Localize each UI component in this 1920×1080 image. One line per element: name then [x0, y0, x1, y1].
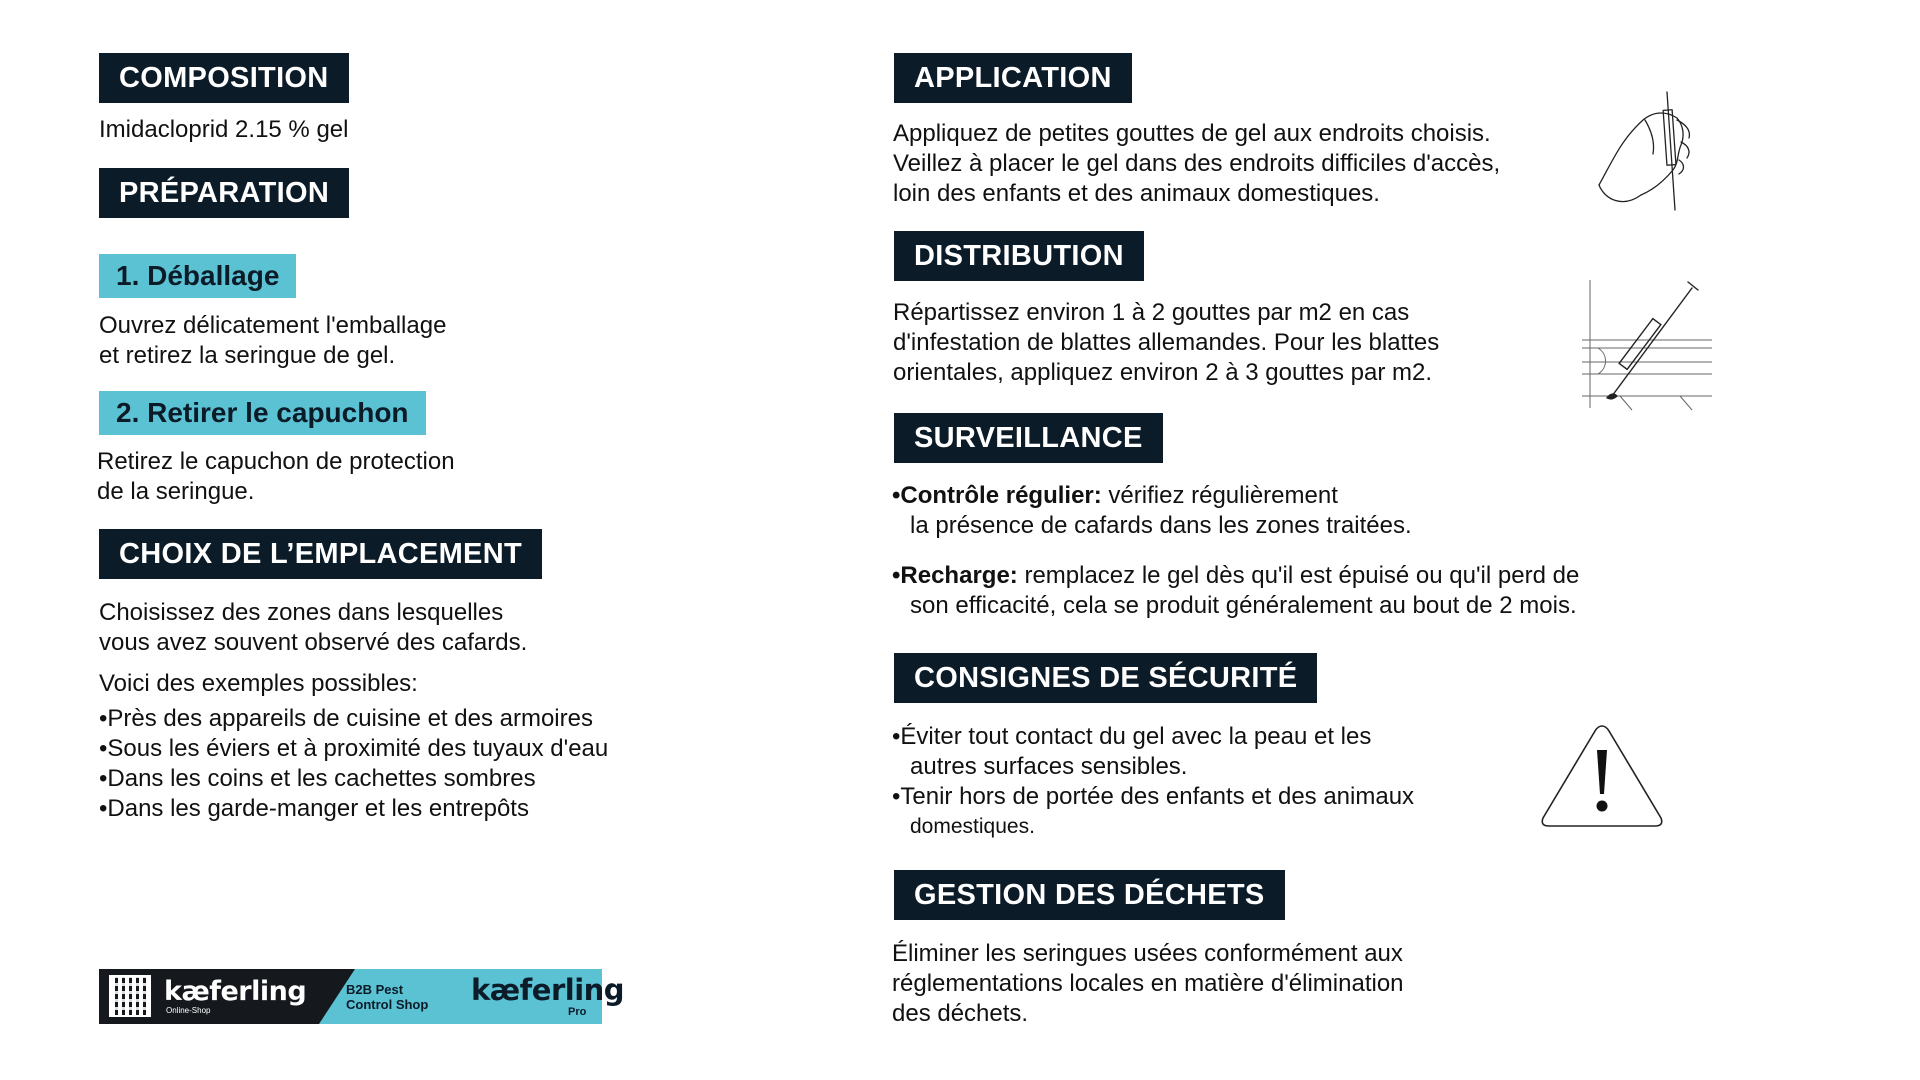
step1-heading: 1. Déballage: [99, 254, 296, 298]
location-line: vous avez souvent observé des cafards.: [99, 629, 528, 656]
step2-line: de la seringue.: [97, 478, 255, 505]
logo-online-shop-sub: Online-Shop: [166, 1006, 211, 1015]
control-line: [892, 481, 1412, 511]
logo-online-shop: kæferling: [164, 976, 307, 1007]
location-line: Choisissez des zones dans lesquelles: [99, 599, 504, 626]
safety-line: •Éviter tout contact du gel avec la peau et les: [892, 723, 1372, 750]
recharge-line: [892, 561, 1579, 591]
recharge-line2: son efficacité, cela se produit généralement au bout de 2 mois.: [910, 592, 1577, 619]
step2-heading: 2. Retirer le capuchon: [99, 391, 426, 435]
syringe-baseboard-icon: [1580, 278, 1715, 413]
example-item: •Près des appareils de cuisine et des armoires: [99, 705, 593, 732]
application-heading: APPLICATION: [894, 53, 1132, 103]
control-label: •Contrôle régulier:: [892, 482, 1102, 509]
composition-heading: COMPOSITION: [99, 53, 349, 103]
hand-syringe-icon: [1593, 90, 1703, 215]
waste-text: [892, 939, 1404, 1029]
qr-code-icon: [111, 977, 149, 1015]
application-line: Appliquez de petites gouttes de gel aux endroits choisis.: [893, 120, 1491, 147]
location-heading: CHOIX DE L’EMPLACEMENT: [99, 529, 542, 579]
recharge-text: [892, 561, 1579, 621]
waste-line: Éliminer les seringues usées conformément aux: [892, 940, 1403, 967]
brand-banner: [99, 969, 625, 1024]
waste-heading: GESTION DES DÉCHETS: [894, 870, 1285, 920]
step1-line: et retirez la seringue de gel.: [99, 342, 396, 369]
step2-text: [97, 447, 455, 507]
location-text: [99, 598, 527, 658]
example-item: •Sous les éviers et à proximité des tuyaux d'eau: [99, 735, 609, 762]
example-item: •Dans les garde-manger et les entrepôts: [99, 795, 529, 822]
distribution-heading: DISTRIBUTION: [894, 231, 1144, 281]
example-item: •Dans les coins et les cachettes sombres: [99, 765, 536, 792]
control-line2: la présence de cafards dans les zones traitées.: [910, 512, 1412, 539]
safety-line: domestiques.: [910, 815, 1035, 838]
b2b-line: B2B Pest: [346, 982, 404, 997]
step1-text: [99, 311, 446, 371]
safety-line: autres surfaces sensibles.: [910, 753, 1188, 780]
application-text: [893, 119, 1500, 209]
b2b-line: Control Shop: [346, 997, 429, 1012]
preparation-heading: PRÉPARATION: [99, 168, 349, 218]
b2b-label: [346, 982, 428, 1012]
distribution-line: orientales, appliquez environ 2 à 3 gouttes par m2.: [893, 359, 1433, 386]
surveillance-heading: SURVEILLANCE: [894, 413, 1163, 463]
examples-list: [99, 704, 608, 824]
waste-line: réglementations locales en matière d'élimination: [892, 970, 1404, 997]
distribution-line: d'infestation de blattes allemandes. Pour les blattes: [893, 329, 1440, 356]
application-line: loin des enfants et des animaux domestiques.: [893, 180, 1380, 207]
safety-line: •Tenir hors de portée des enfants et des animaux: [892, 783, 1415, 810]
control-rest: vérifiez régulièrement: [1101, 482, 1338, 509]
control-text: [892, 481, 1412, 541]
distribution-line: Répartissez environ 1 à 2 gouttes par m2 en cas: [893, 299, 1410, 326]
distribution-text: [893, 298, 1439, 388]
logo-pro-sub: Pro: [568, 1006, 587, 1018]
step1-line: Ouvrez délicatement l'emballage: [99, 312, 447, 339]
safety-text: [892, 722, 1414, 842]
logo-pro: kæferling: [471, 973, 625, 1007]
step2-line: Retirez le capuchon de protection: [97, 448, 455, 475]
waste-line: des déchets.: [892, 1000, 1029, 1027]
safety-heading: CONSIGNES DE SÉCURITÉ: [894, 653, 1317, 703]
recharge-rest: remplacez le gel dès qu'il est épuisé ou qu'il perd de: [1017, 562, 1580, 589]
application-line: Veillez à placer le gel dans des endroits difficiles d'accès,: [893, 150, 1501, 177]
examples-intro: Voici des exemples possibles:: [99, 670, 418, 697]
warning-triangle-icon: [1538, 722, 1666, 830]
composition-text: Imidacloprid 2.15 % gel: [99, 116, 349, 143]
recharge-label: •Recharge:: [892, 562, 1018, 589]
